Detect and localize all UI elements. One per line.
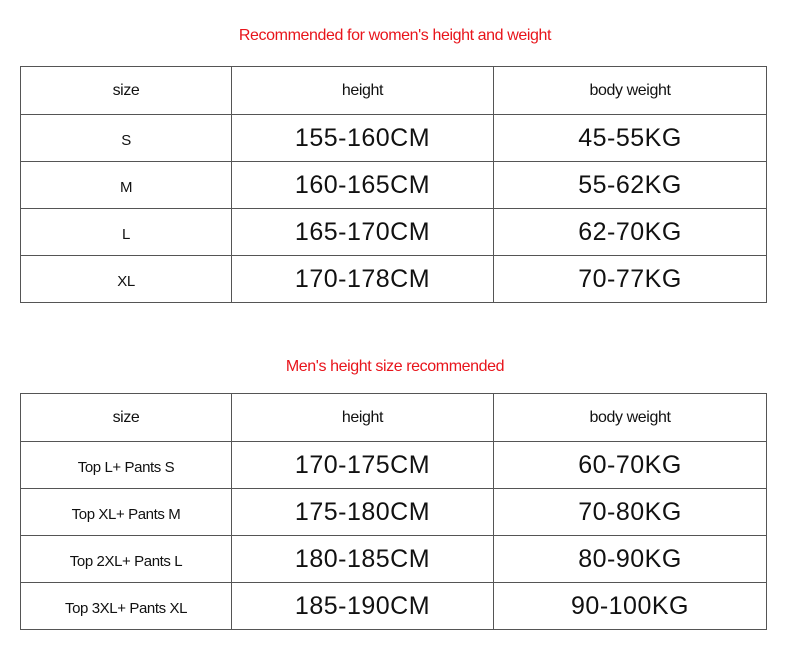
height-cell: 155-160CM	[232, 115, 494, 162]
header-body-weight: body weight	[494, 394, 767, 442]
women-size-table	[20, 66, 767, 303]
table-header-row	[21, 67, 767, 115]
size-cell: Top L+ Pants S	[21, 442, 232, 489]
height-cell: 165-170CM	[232, 209, 494, 256]
size-cell: Top 2XL+ Pants L	[21, 536, 232, 583]
size-cell: L	[21, 209, 232, 256]
size-cell: Top XL+ Pants M	[21, 489, 232, 536]
weight-cell: 70-80KG	[494, 489, 767, 536]
table-row	[21, 162, 767, 209]
weight-cell: 62-70KG	[494, 209, 767, 256]
header-body-weight: body weight	[494, 67, 767, 115]
height-cell: 160-165CM	[232, 162, 494, 209]
header-size: size	[21, 394, 232, 442]
weight-cell: 60-70KG	[494, 442, 767, 489]
height-cell: 175-180CM	[232, 489, 494, 536]
table-row	[21, 442, 767, 489]
header-height: height	[232, 394, 494, 442]
size-cell: M	[21, 162, 232, 209]
height-cell: 170-175CM	[232, 442, 494, 489]
table-row	[21, 209, 767, 256]
size-cell: XL	[21, 256, 232, 303]
weight-cell: 80-90KG	[494, 536, 767, 583]
weight-cell: 45-55KG	[494, 115, 767, 162]
table-header-row	[21, 394, 767, 442]
weight-cell: 90-100KG	[494, 583, 767, 630]
weight-cell: 70-77KG	[494, 256, 767, 303]
header-height: height	[232, 67, 494, 115]
table-row	[21, 115, 767, 162]
table-row	[21, 536, 767, 583]
size-cell: Top 3XL+ Pants XL	[21, 583, 232, 630]
men-size-title: Men's height size recommended	[285, 358, 505, 375]
weight-cell: 55-62KG	[494, 162, 767, 209]
height-cell: 170-178CM	[232, 256, 494, 303]
height-cell: 185-190CM	[232, 583, 494, 630]
women-size-title: Recommended for women's height and weight	[238, 27, 552, 44]
header-size: size	[21, 67, 232, 115]
table-row	[21, 583, 767, 630]
table-row	[21, 256, 767, 303]
men-size-table	[20, 393, 767, 630]
height-cell: 180-185CM	[232, 536, 494, 583]
table-row	[21, 489, 767, 536]
size-cell: S	[21, 115, 232, 162]
